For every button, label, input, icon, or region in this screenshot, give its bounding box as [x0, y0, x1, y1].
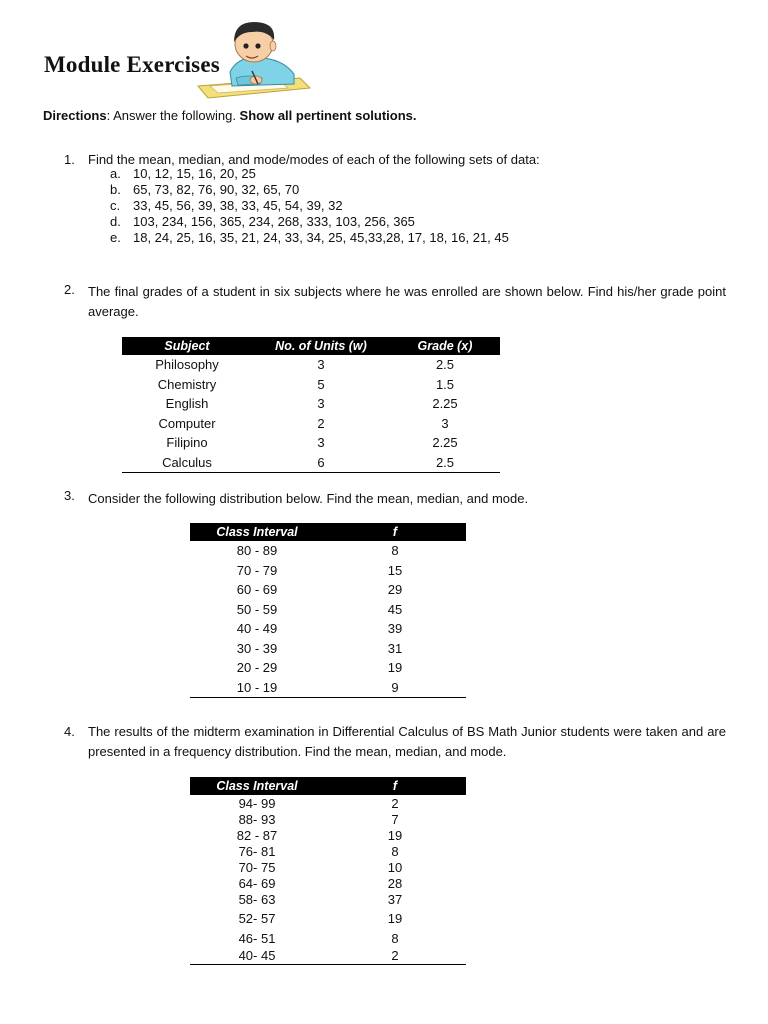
directions [43, 108, 417, 123]
table-row: 58- 63 37 [238, 891, 403, 907]
table-row: 88- 93 7 [238, 811, 399, 827]
table-row: Chemistry 5 1.5 [157, 376, 455, 392]
table-row: 94- 99 2 [238, 795, 399, 811]
table-row: 52- 57 19 [238, 910, 403, 926]
table-row: 20 - 29 19 [236, 660, 403, 676]
table-row: 40- 45 2 [190, 947, 466, 964]
table-row: Filipino 3 2.25 [166, 435, 458, 451]
list-item: c. 33, 45, 56, 39, 38, 33, 45, 54, 39, 32 [110, 198, 343, 213]
distribution-table [190, 523, 466, 698]
student-writing-clipart [196, 16, 312, 100]
column-header: f [324, 777, 466, 795]
table-row: 60 - 69 29 [236, 582, 403, 598]
table-row: 10 - 19 9 [190, 678, 466, 698]
q3-number: 3. [64, 488, 75, 503]
q1-text: Find the mean, median, and mode/modes of each of the following sets of data: [88, 152, 540, 167]
q4-text: The results of the midterm examination in Differential Calculus of BS Math Junior students were taken and are presented in a frequency distribution. Find the mean, median, and mode. [88, 724, 726, 759]
table-header-row [190, 523, 466, 541]
table-row: Computer 2 3 [158, 415, 449, 431]
table-row: 70 - 79 15 [236, 562, 403, 578]
q2-number: 2. [64, 282, 75, 297]
q2-text: The final grades of a student in six subjects where he was enrolled are shown below. Find his/her grade point average. [88, 284, 726, 319]
table-row: 46- 51 8 [238, 930, 399, 946]
list-item: b. 65, 73, 82, 76, 90, 32, 65, 70 [110, 182, 300, 197]
q1-number: 1. [64, 152, 75, 167]
table-row: 76- 81 8 [238, 843, 399, 859]
list-item: e. 18, 24, 25, 16, 35, 21, 24, 33, 34, 25, 45,33,28, 17, 18, 16, 21, 45 [110, 230, 509, 245]
table-header-row [122, 337, 500, 355]
table-row: 82 - 87 19 [236, 827, 403, 843]
table-row: Philosophy 3 2.5 [155, 357, 455, 373]
grades-table [122, 337, 500, 473]
table-row: 50 - 59 45 [236, 601, 403, 617]
q1-data-sets [110, 166, 509, 246]
column-header: Grade (x) [390, 337, 500, 355]
table-row: 80 - 89 8 [236, 543, 399, 559]
table-row: English 3 2.25 [165, 396, 458, 412]
column-header: f [324, 523, 466, 541]
table-row: Calculus 6 2.5 [122, 453, 500, 473]
q4-number: 4. [64, 724, 75, 739]
column-header: No. of Units (w) [252, 337, 390, 355]
column-header: Class Interval [190, 777, 324, 795]
midterm-distribution-table [190, 777, 466, 965]
directions-emphasis: Show all pertinent solutions. [239, 108, 417, 123]
table-header-row [190, 777, 466, 795]
table-row: 40 - 49 39 [236, 621, 403, 637]
q3-text: Consider the following distribution below. Find the mean, median, and mode. [88, 491, 529, 506]
column-header: Subject [122, 337, 252, 355]
list-item: a. 10, 12, 15, 16, 20, 25 [110, 166, 256, 181]
table-row: 70- 75 10 [238, 859, 403, 875]
column-header: Class Interval [190, 523, 324, 541]
page-title: Module Exercises [44, 52, 220, 77]
directions-label: Directions [43, 108, 107, 123]
list-item: d. 103, 234, 156, 365, 234, 268, 333, 103, 256, 365 [110, 214, 415, 229]
table-row: 64- 69 28 [238, 875, 403, 891]
table-row: 30 - 39 31 [236, 640, 403, 656]
directions-text: : Answer the following. [106, 108, 240, 123]
